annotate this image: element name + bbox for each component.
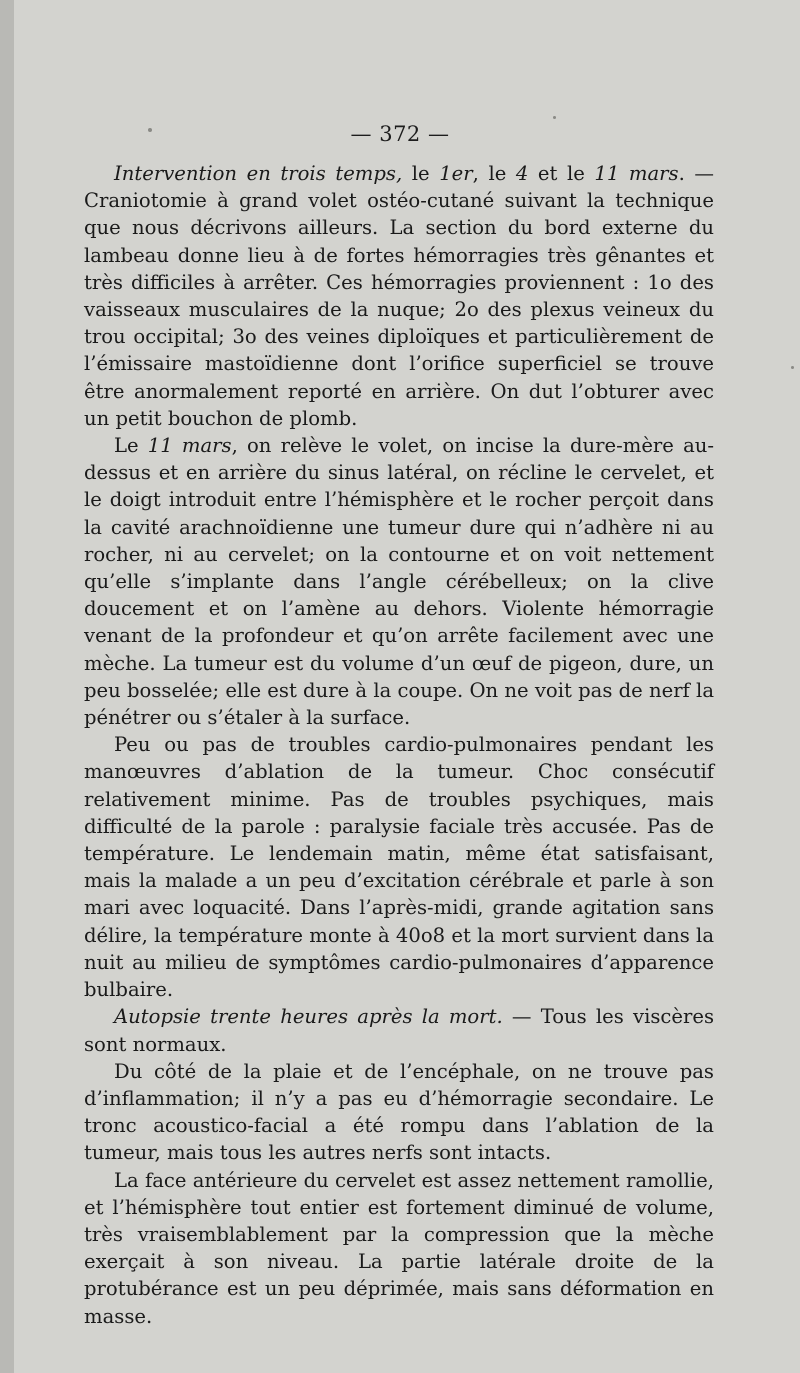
italic-text-segment: 11 mars [147, 434, 232, 458]
text-segment: La face antérieure du cervelet est assez nettement ramollie, et l’hémisphère tout entier est fortement diminué de volume, très vraisemblablement par la compression que la mèche exerçait à son niveau. La partie latérale droite de la protubérance est un peu déprimée, mais sans déformation en masse. [84, 1168, 714, 1328]
page-number: — 372 — [350, 122, 450, 146]
text-segment: . — Craniotomie à grand volet ostéo-cutané suivant la technique que nous décrivons ailleurs. La section du bord externe du lambeau donne lieu à de fortes hémorragies très gênantes et très difficiles à arrêter. Ces hémorragies proviennent : 1o des vaisseaux musculaires de la nuque; 2o des plexus veineux du trou occipital; 3o des veines diploïques et particulièrement de l’émissaire mastoïdienne dont l’orifice superficiel se trouve être anormalement reporté en arrière. On dut l’obturer avec un petit bouchon de plomb. [84, 162, 714, 430]
paragraph [84, 1058, 714, 1167]
body-text [84, 160, 714, 1330]
paragraph [84, 160, 714, 432]
paper-speck [791, 366, 794, 369]
text-segment: Du côté de la plaie et de l’encéphale, on ne trouve pas d’inflammation; il n’y a pas eu d’hémorragie secondaire. Le tronc acoustico-facial a été rompu dans l’ablation de la tumeur, mais tous les autres nerfs sont intacts. [84, 1059, 714, 1165]
text-segment: Le [114, 434, 148, 458]
page-binding-edge [0, 0, 14, 1373]
italic-text-segment: Intervention en trois temps, [114, 162, 403, 185]
text-segment: — Tous les viscères sont normaux. [84, 1005, 714, 1056]
paragraph [84, 432, 714, 731]
paper-speck [553, 116, 556, 119]
text-segment: , le [472, 162, 516, 185]
italic-text-segment: 1er [439, 162, 473, 185]
text-segment: Peu ou pas de troubles cardio-pulmonaires pendant les manœuvres d’ablation de la tumeur. Choc consécutif relativement minime. Pas de troubles psychiques, mais difficulté de la parole : paralysie faciale très accusée. Pas de température. Le lendemain matin, même état satisfaisant, mais la malade a un peu d’excitation cérébrale et parle à son mari avec loquacité. Dans l’après-midi, grande agitation sans délire, la température monte à 40o8 et la mort survient dans la nuit au milieu de symptômes cardio-pulmonaires d’apparence bulbaire. [84, 733, 714, 1002]
text-segment: le [402, 162, 440, 185]
paragraph [84, 1167, 714, 1330]
italic-text-segment: Autopsie trente heures après la mort. [114, 1005, 503, 1029]
paragraph [84, 731, 714, 1003]
paragraph [84, 1003, 714, 1057]
text-segment: et le [528, 162, 595, 185]
italic-text-segment: 11 mars [594, 162, 679, 185]
text-segment: , on relève le volet, on incise la dure-mère au-dessus et en arrière du sinus latéral, on récline le cervelet, et le doigt introduit entre l’hémisphère et le rocher perçoit dans la cavité arachnoïdienne une tumeur dure qui n’adhère ni au rocher, ni au cervelet; on la contourne et on voit nettement qu’elle s’implante dans l’angle cérébelleux; on la clive doucement et on l’amène au dehors. Violente hémorragie venant de la profondeur et qu’on arrête facilement avec une mèche. La tumeur est du volume d’un œuf de pigeon, dure, un peu bosselée; elle est dure à la coupe. On ne voit pas de nerf la pénétrer ou s’étaler à la surface. [84, 434, 714, 730]
italic-text-segment: 4 [515, 162, 529, 185]
